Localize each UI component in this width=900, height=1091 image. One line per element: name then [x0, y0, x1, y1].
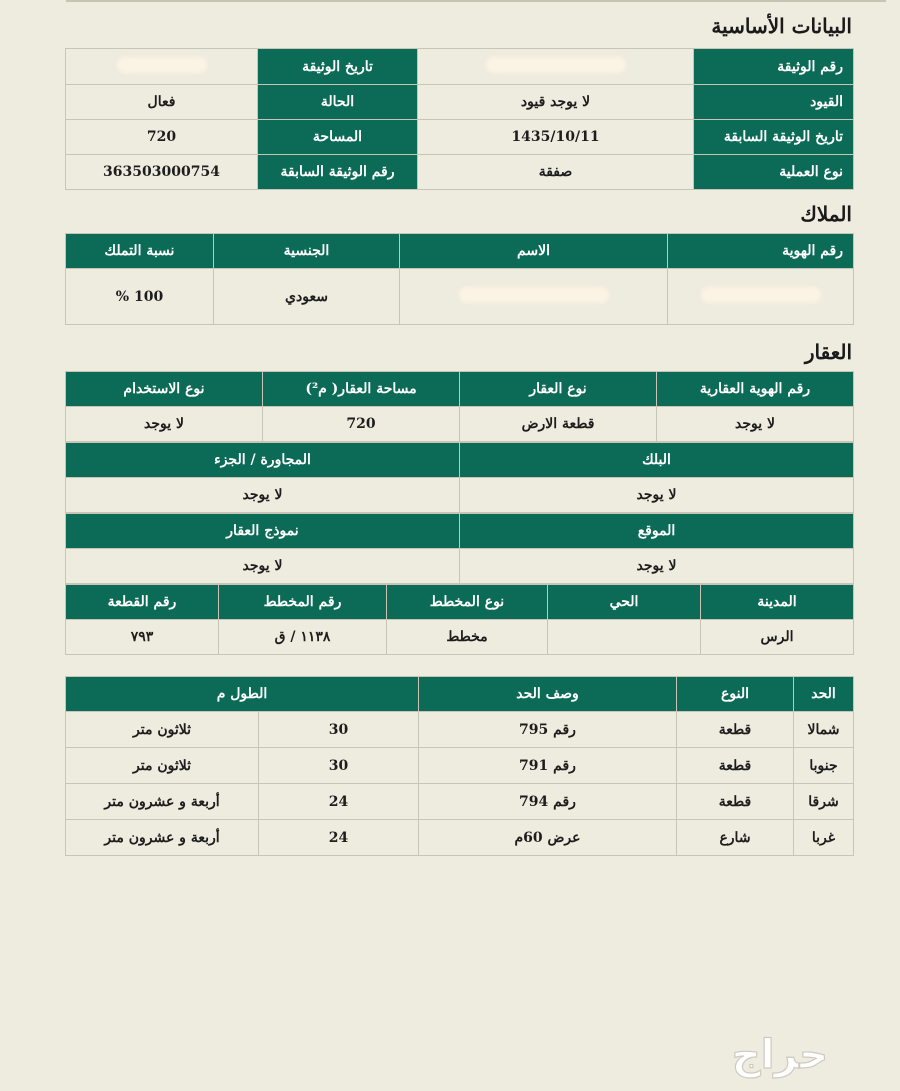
area-label: المساحة: [258, 120, 418, 155]
border-length: 30: [259, 712, 419, 748]
usage-type-value: لا يوجد: [66, 407, 263, 442]
plan-type-value: مخطط: [387, 620, 548, 655]
city-header: المدينة: [701, 585, 854, 620]
property-type-header: نوع العقار: [460, 372, 657, 407]
usage-type-header: نوع الاستخدام: [66, 372, 263, 407]
watermark-text: حراج: [731, 1032, 829, 1078]
table-row: [66, 712, 854, 748]
property-area-value: 720: [263, 407, 460, 442]
plan-number-header: رقم المخطط: [219, 585, 387, 620]
owners-header-name: الاسم: [400, 234, 668, 269]
basic-info-title: البيانات الأساسية: [711, 14, 852, 38]
owners-header-id: رقم الهوية: [668, 234, 854, 269]
top-divider: [66, 0, 886, 2]
neighborhood-part-value: لا يوجد: [66, 478, 460, 513]
prev-number-label: رقم الوثيقة السابقة: [258, 155, 418, 190]
location-value: لا يوجد: [460, 549, 854, 584]
border-length-text: ثلاثون متر: [66, 748, 259, 784]
block-value: لا يوجد: [460, 478, 854, 513]
plot-number-value: ٧٩٣: [66, 620, 219, 655]
property-model-value: لا يوجد: [66, 549, 460, 584]
property-table-4: [65, 584, 854, 655]
owners-header-nationality: الجنسية: [214, 234, 400, 269]
owners-title: الملاك: [800, 202, 852, 226]
district-header: الحي: [548, 585, 701, 620]
plan-type-header: نوع المخطط: [387, 585, 548, 620]
plot-number-header: رقم القطعة: [66, 585, 219, 620]
restrictions-value: لا يوجد قيود: [418, 85, 694, 120]
border-type: قطعة: [677, 712, 794, 748]
border-direction: شرقا: [794, 784, 854, 820]
basic-info-table: [65, 48, 854, 190]
prev-number-value: 363503000754: [66, 155, 258, 190]
doc-date-label: تاريخ الوثيقة: [258, 49, 418, 85]
property-area-header: مساحة العقار( م²): [263, 372, 460, 407]
border-desc: رقم 791: [419, 748, 677, 784]
block-header: البلك: [460, 443, 854, 478]
border-type: قطعة: [677, 748, 794, 784]
border-length: 30: [259, 748, 419, 784]
owners-header-share: نسبة التملك: [66, 234, 214, 269]
border-desc-header: وصف الحد: [419, 677, 677, 712]
owner-id-value: [668, 269, 854, 325]
border-direction: جنوبا: [794, 748, 854, 784]
border-desc: رقم 794: [419, 784, 677, 820]
property-id-value: لا يوجد: [657, 407, 854, 442]
doc-number-value: [418, 49, 694, 85]
district-value: [548, 620, 701, 655]
neighborhood-part-header: المجاورة / الجزء: [66, 443, 460, 478]
property-table-3: [65, 513, 854, 584]
border-direction: غربا: [794, 820, 854, 856]
restrictions-label: القيود: [694, 85, 854, 120]
property-table-1: [65, 371, 854, 442]
doc-number-label: رقم الوثيقة: [694, 49, 854, 85]
border-type: شارع: [677, 820, 794, 856]
border-length-text: أربعة و عشرون متر: [66, 820, 259, 856]
prev-date-value: 1435/10/11: [418, 120, 694, 155]
border-length-header: الطول م: [66, 677, 419, 712]
border-type-header: النوع: [677, 677, 794, 712]
owner-share-value: 100 %: [66, 269, 214, 325]
status-value: فعال: [66, 85, 258, 120]
border-type: قطعة: [677, 784, 794, 820]
op-type-label: نوع العملية: [694, 155, 854, 190]
border-desc: عرض 60م: [419, 820, 677, 856]
border-direction: شمالا: [794, 712, 854, 748]
doc-date-value: [66, 49, 258, 85]
property-model-header: نموذج العقار: [66, 514, 460, 549]
border-length: 24: [259, 820, 419, 856]
prev-date-label: تاريخ الوثيقة السابقة: [694, 120, 854, 155]
city-value: الرس: [701, 620, 854, 655]
table-row: [66, 748, 854, 784]
area-value: 720: [66, 120, 258, 155]
haraj-watermark-logo: [675, 1030, 885, 1080]
borders-table: [65, 676, 854, 856]
status-label: الحالة: [258, 85, 418, 120]
op-type-value: صفقة: [418, 155, 694, 190]
border-length-text: أربعة و عشرون متر: [66, 784, 259, 820]
border-length-text: ثلاثون متر: [66, 712, 259, 748]
border-desc: رقم 795: [419, 712, 677, 748]
owner-name-value: [400, 269, 668, 325]
table-row: [66, 820, 854, 856]
table-row: [66, 784, 854, 820]
location-header: الموقع: [460, 514, 854, 549]
border-direction-header: الحد: [794, 677, 854, 712]
owner-nationality-value: سعودي: [214, 269, 400, 325]
property-title: العقار: [804, 340, 852, 364]
property-table-2: [65, 442, 854, 513]
owners-table: [65, 233, 854, 325]
border-length: 24: [259, 784, 419, 820]
property-type-value: قطعة الارض: [460, 407, 657, 442]
property-id-header: رقم الهوية العقارية: [657, 372, 854, 407]
plan-number-value: ١١٣٨ / ق: [219, 620, 387, 655]
